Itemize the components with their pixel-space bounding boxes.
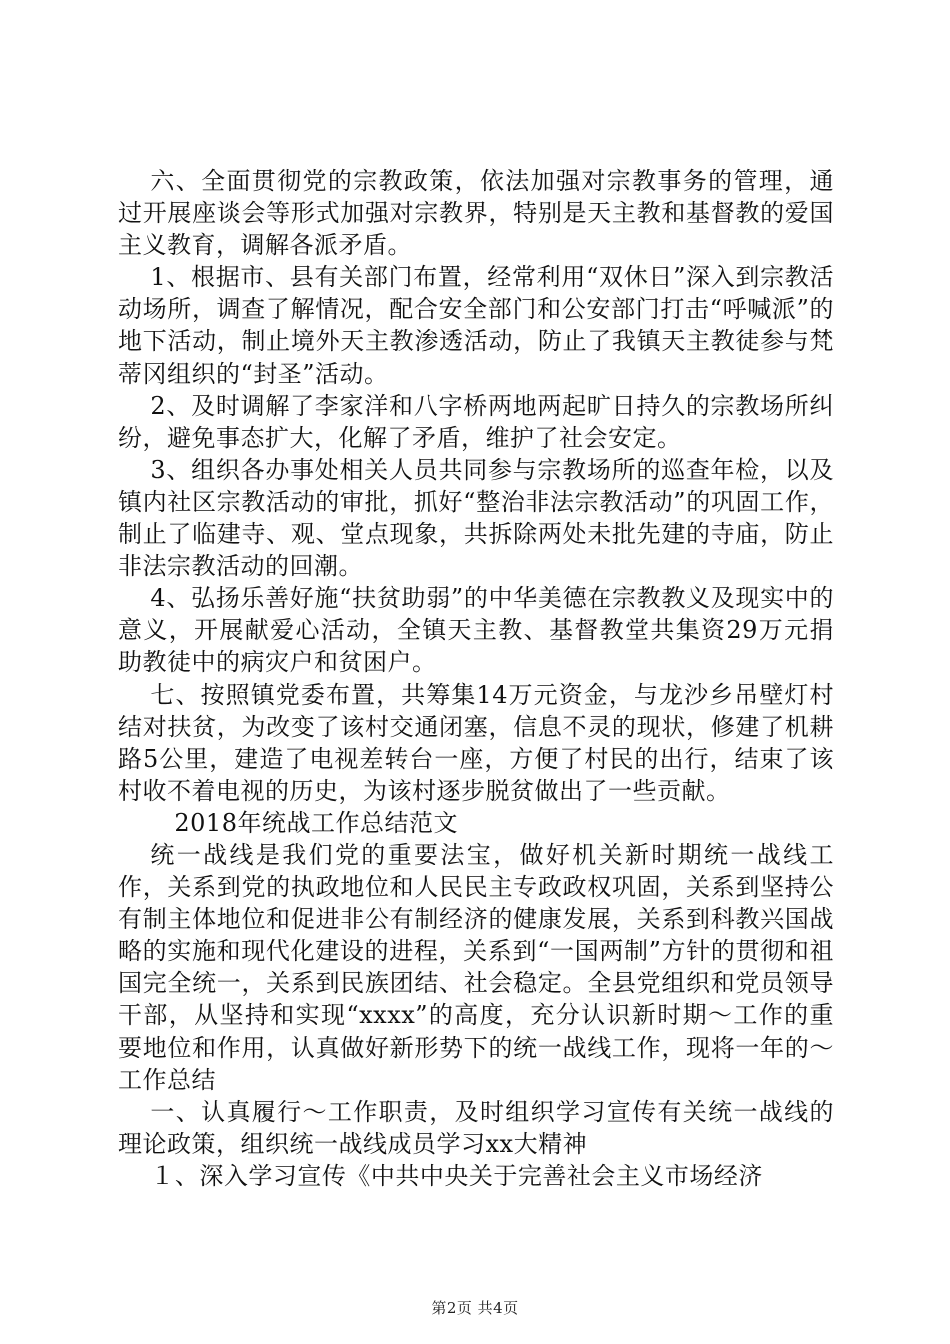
paragraph-poverty-relief: 七、按照镇党委布置，共筹集14万元资金，与龙沙乡吊壁灯村结对扶贫，为改变了该村交通闭塞，信息不灵的现状，修建了机耕路5公里，建造了电视差转台一座，方便了村民的出行，结束了该村收不着电视的历史，为该村逐步脱贫做出了一些贡献。 xyxy=(118,680,834,805)
paragraph-item-3: 3、组织各办事处相关人员共同参与宗教场所的巡查年检，以及镇内社区宗教活动的审批，抓好“整治非法宗教活动”的巩固工作，制止了临建寺、观、堂点现象，共拆除两处未批先建的寺庙，防止非法宗教活动的回潮。 xyxy=(118,455,834,581)
paragraph-item-2: 2、及时调解了李家洋和八字桥两地两起旷日持久的宗教场所纠纷，避免事态扩大，化解了矛盾，维护了社会安定。 xyxy=(118,391,834,452)
paragraph-section-one-item-1: １、深入学习宣传《中共中央关于完善社会主义市场经济 xyxy=(150,1161,763,1190)
paragraph-section-one: 一、认真履行～工作职责，及时组织学习宣传有关统一战线的理论政策，组织统一战线成员学习xx大精神 xyxy=(118,1097,834,1158)
paragraph-united-front-intro: 统一战线是我们党的重要法宝，做好机关新时期统一战线工作，关系到党的执政地位和人民民主专政政权巩固，关系到坚持公有制主体地位和促进非公有制经济的健康发展，关系到科教兴国战略的实施和现代化建设的进程，关系到“一国两制”方针的贯彻和祖国完全统一，关系到民族团结、社会稳定。全县党组织和党员领导干部，从坚持和实现“xxxx”的高度，充分认识新时期～工作的重要地位和作用，认真做好新形势下的统一战线工作，现将一年的～工作总结 xyxy=(118,840,834,1094)
section-title: 2018年统战工作总结范文 xyxy=(174,808,458,837)
document-body xyxy=(118,165,834,1192)
paragraph-religion-policy: 六、全面贯彻党的宗教政策，依法加强对宗教事务的管理，通过开展座谈会等形式加强对宗教界，特别是天主教和基督教的爱国主义教育，调解各派矛盾。 xyxy=(118,167,834,260)
paragraph-item-1: 1、根据市、县有关部门布置，经常利用“双休日”深入到宗教活动场所，调查了解情况，配合安全部门和公安部门打击“呼喊派”的地下活动，制止境外天主教渗透活动，防止了我镇天主教徒参与梵蒂冈组织的“封圣”活动。 xyxy=(118,263,834,388)
paragraph-item-4: 4、弘扬乐善好施“扶贫助弱”的中华美德在宗教教义及现实中的意义，开展献爱心活动，全镇天主教、基督教堂共集资29万元捐助教徒中的病灾户和贫困户。 xyxy=(118,584,834,677)
page-footer: 第2页 共4页 xyxy=(431,1299,519,1317)
